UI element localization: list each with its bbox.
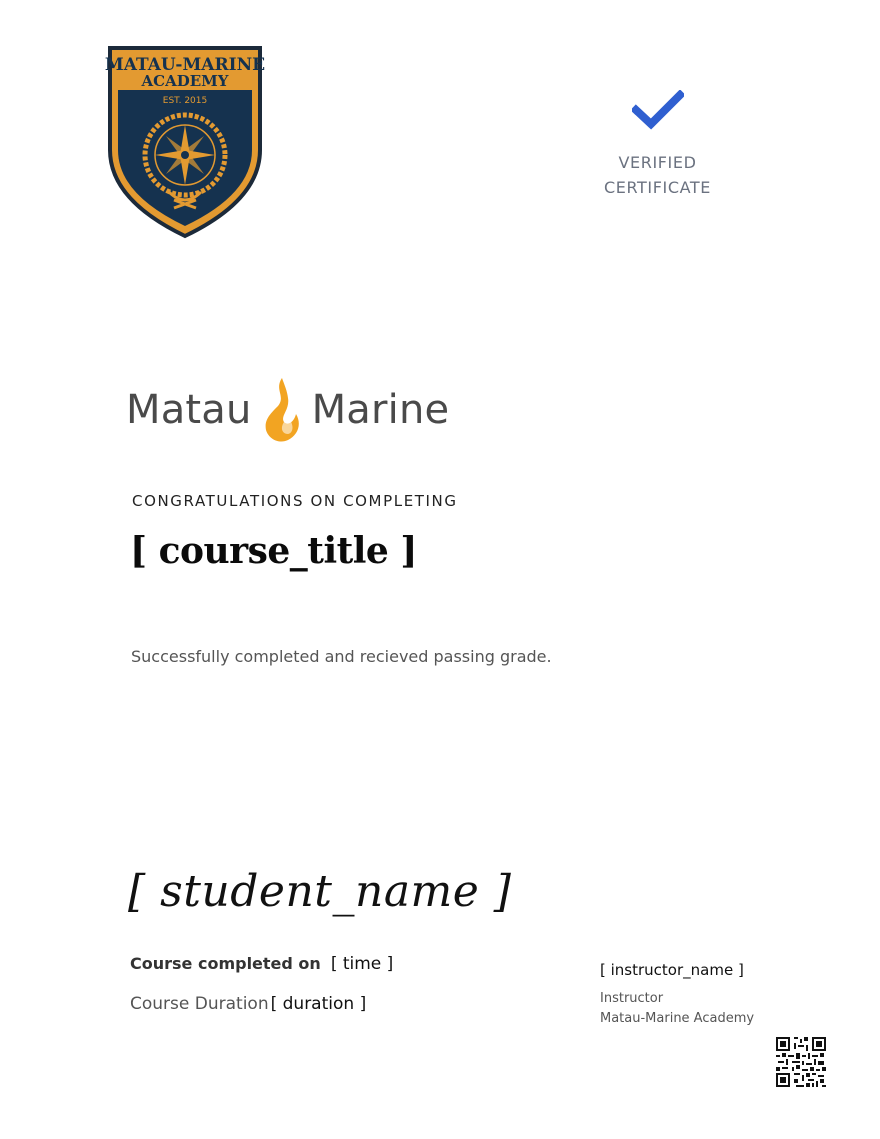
verified-label: VERIFIED	[618, 153, 697, 172]
brand-word-right: Marine	[311, 387, 450, 433]
brand-word-left: Matau	[126, 387, 252, 433]
instructor-block	[600, 961, 754, 1029]
completion-date-row	[130, 954, 393, 974]
verified-certificate-badge	[590, 90, 725, 200]
qr-code-icon[interactable]	[776, 1037, 826, 1087]
flame-icon	[260, 376, 304, 444]
crest-line2: ACADEMY	[141, 72, 229, 90]
checkmark-icon	[632, 90, 684, 130]
completed-on-label: Course completed on	[130, 954, 321, 973]
instructor-title: Instructor	[600, 991, 664, 1006]
course-duration-value: [ duration ]	[270, 994, 367, 1014]
crest-line1: MATAU-MARINE	[104, 55, 266, 75]
congratulations-heading: CONGRATULATIONS ON COMPLETING	[132, 492, 458, 510]
course-title: [ course_title ]	[130, 530, 417, 572]
student-name: [ student_name ]	[128, 866, 512, 917]
course-duration-label: Course Duration	[130, 994, 269, 1014]
instructor-organization: Matau-Marine Academy	[600, 1011, 755, 1026]
instructor-name: [ instructor_name ]	[600, 961, 744, 979]
completion-statement: Successfully completed and recieved passing grade.	[131, 647, 552, 666]
completion-time-value: [ time ]	[330, 954, 394, 974]
brand-logo	[126, 374, 449, 446]
certificate-label: CERTIFICATE	[603, 178, 711, 197]
course-duration-row	[130, 994, 366, 1014]
academy-crest-logo	[104, 40, 266, 240]
crest-est: EST. 2015	[162, 96, 208, 106]
instructor-role	[600, 989, 754, 1029]
